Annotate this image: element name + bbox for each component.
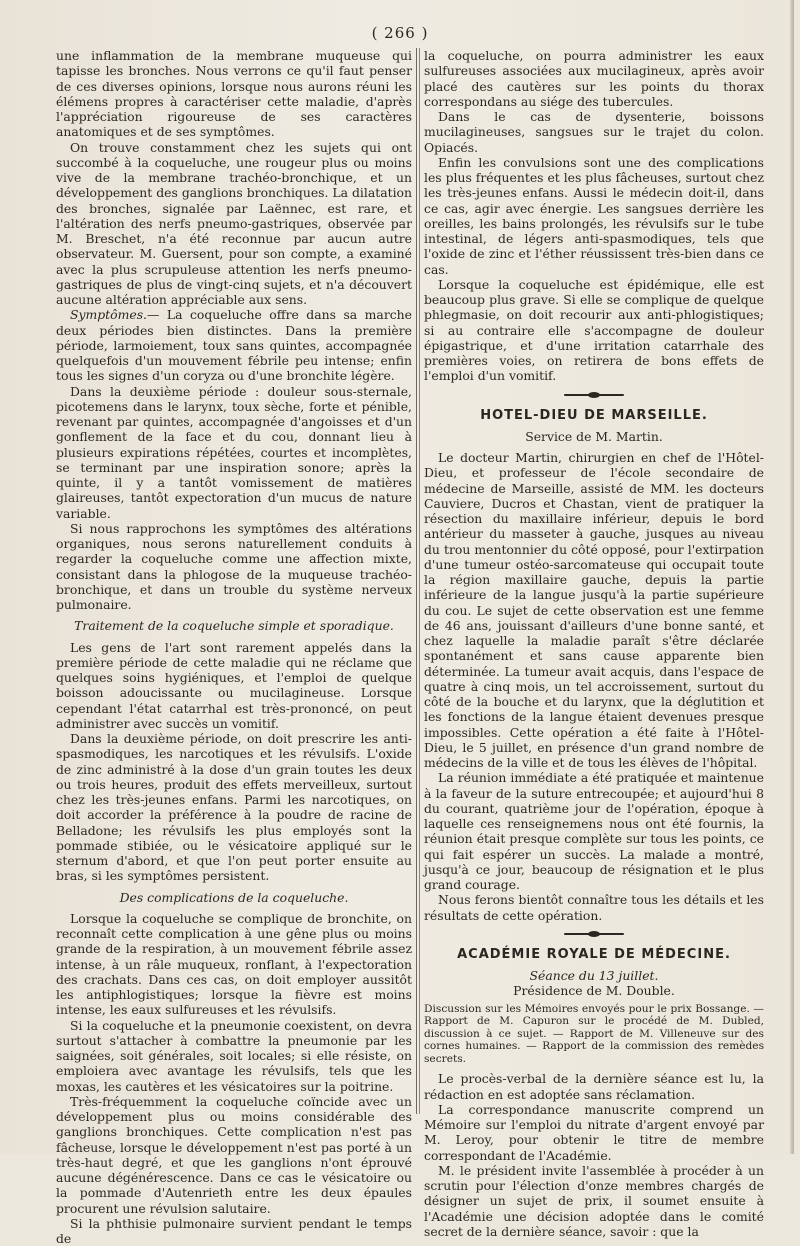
paragraph: On trouve constamment chez les sujets qui ont succombé à la coqueluche, une rougeur plus ou moins vive de la membrane trachéo-bronchique, et un développement des ganglions bronchiques. La dilatation des bronches, signalée par Laënnec, est rare, et l'altération des nerfs pneumo-gastriques, observée par M. Breschet, n'a été reconnue par aucun autre observateur. M. Guersent, pour son compte, a examiné avec la plus scrupuleuse attention les nerfs pneumo-gastriques de plus de vingt-cinq sujets, et n'a découvert aucune altération appréciable aux sens. [56,139,412,307]
paragraph: Si nous rapprochons les symptômes des altérations organiques, nous serons naturellement conduits à regarder la coqueluche comme une affection mixte, consistant dans la phlogose de la muqueuse trachéo-bronchique, et dans un trouble du système nerveux pulmonaire. [56,520,412,612]
paragraph: Enfin les convulsions sont une des complications les plus fréquentes et les plus fâcheuses, surtout chez les très-jeunes enfans. Aussi le médecin doit-il, dans ce cas, agir avec énergie. Les sangsues derrière les oreilles, les bains prolongés, les révulsifs sur le tube intestinal, de légers anti-spasmodiques, tels que l'oxide de zinc et l'éther réussissent très-bien dans ce cas. [424,154,764,277]
section-heading-academie: ACADÉMIE ROYALE DE MÉDECINE. [457,946,731,962]
paragraph: Si la coqueluche et la pneumonie coexistent, on devra surtout s'attacher à combattre la pneumonie par les saignées, soit générales, soit locales; si elle résiste, on emploiera avec avantage les révulsifs, tels que les moxas, les cautères et les vésicatoires sur la poitrine. [56,1017,412,1094]
paragraph: M. le président invite l'assemblée à procéder à un scrutin pour l'élection d'onze membres chargés de désigner un sujet de prix, il soumet ensuite à l'Académie une décision adoptée dans le comité secret de la dernière séance, savoir : que la [424,1162,764,1239]
right-column [424,48,764,1239]
paragraph-symptomes [56,307,412,383]
ornament-divider [564,931,624,937]
paragraph: Dans la deuxième période : douleur sous-sternale, picotemens dans le larynx, toux sèche, forte et pénible, revenant par quintes, accompagnée d'angoisses et d'un gonflement de la face et du cou, donnant lieu à plusieurs expirations répétées, courtes et incomplètes, se terminant par une inspiration sonore; après la quinte, il y a tantôt vomissement de matières glaireuses, tantôt expectoration d'un mucus de nature variable. [56,383,412,521]
session-summary: Discussion sur les Mémoires envoyés pour le prix Bossange. — Rapport de M. Capuron sur le procédé de M. Dubled, discussion à ce sujet. — Rapport de M. Villeneuve sur des cornes humaines. — Rapport de la commission des remèdes secrets. [424,1002,764,1065]
section-heading: Traitement de la coqueluche simple et sporadique. [74,618,394,634]
paragraph: La correspondance manuscrite comprend un Mémoire sur l'emploi du nitrate d'argent envoyé par M. Leroy, pour obtenir le titre de membre correspondant de l'Académie. [424,1101,764,1163]
left-column [56,48,412,1246]
paragraph-text: — La coqueluche offre dans sa marche deux périodes bien distinctes. Dans la première période, larmoiement, toux sans quintes, accompagnée quelquefois d'un mouvement fébrile peu intense; enfin tous les signes d'un coryza ou d'une bronchite légère. [56,307,412,384]
paragraph: Si la phthisie pulmonaire survient pendant le temps de [56,1215,412,1246]
section-heading: Des complications de la coqueluche. [119,889,349,905]
paragraph: Dans la deuxième période, on doit prescrire les anti-spasmodiques, les narcotiques et les révulsifs. L'oxide de zinc administré à la dose d'un grain toutes les deux ou trois heures, produit des effets merveilleux, surtout chez les très-jeunes enfans. Parmi les narcotiques, on doit accorder la préférence à la poudre de racine de Belladone; les révulsifs les plus employés sont la pommade stibiée, ou le vésicatoire appliqué sur le sternum d'abord, et que l'on peut porter ensuite au bras, si les symptômes persistent. [56,731,412,884]
paragraph: Les gens de l'art sont rarement appelés dans la première période de cette maladie qui ne réclame que quelques soins hygiéniques, et l'emploi de quelque boisson adoucissante ou mucilagineuse. Lorsque cependant l'état catarrhal est très-prononcé, on peut administrer avec succès un vomitif. [56,639,412,731]
service-line: Service de M. Martin. [525,428,663,444]
paragraph: Dans le cas de dysenterie, boissons mucilagineuses, sangsues sur le trajet du colon. Opiacés. [424,109,764,155]
page-edge [790,0,794,1154]
paragraph: La réunion immédiate a été pratiquée et maintenue à la faveur de la suture entrecoupée; et aujourd'hui 8 du courant, quatrième jour de l'opération, époque à laquelle ces renseignemens nous ont été fournis, la réunion était presque complète sur tous les points, ce qui fait espérer un succès. La malade a montré, jusqu'à ce jour, beaucoup de résignation et le plus grand courage. [424,770,764,892]
seance-line: Séance du 13 juillet. [529,968,659,983]
paragraph: Le docteur Martin, chirurgien en chef de l'Hôtel-Dieu, et professeur de l'école secondaire de médecine de Marseille, assisté de MM. les docteurs Cauviere, Ducros et Chastan, vient de pratiquer la résection du maxillaire inférieur, depuis le bord antérieur du masseter à gauche, jusques au niveau du trou mentonnier du côté opposé, pour l'extirpation d'une tumeur ostéo-sarcomateuse qui occupait toute la région maxillaire gauche, depuis la partie inférieure de la langue jusqu'à la partie supérieure du cou. Le sujet de cette observation est une femme de 46 ans, jouissant d'ailleurs d'une bonne santé, et chez laquelle la maladie paraît s'être déclarée spontanément et sans cause apparente bien déterminée. La tumeur avait acquis, dans l'espace de quatre à cinq mois, un tel accroissement, surtout du côté de la bouche et du larynx, que la déglutition et les fonctions de la langue étaient devenues presque impossibles. Cette opération a été faite à l'Hôtel-Dieu, le 5 juillet, en présence d'un grand nombre de médecins de la ville et de tous les élèves de l'hôpital. [424,450,764,770]
paragraph: Nous ferons bientôt connaître tous les détails et les résultats de cette opération. [424,892,764,923]
paragraph: une inflammation de la membrane muqueuse qui tapisse les bronches. Nous verrons ce qu'il faut penser de ces diverses opinions, lorsque nous aurons réuni les élémens propres à caractériser cette maladie, d'après l'appréciation rigoureuse de ses caractères anatomiques et de ses symptômes. [56,48,412,140]
paragraph: Lorsque la coqueluche se complique de bronchite, on reconnaît cette complication à une gêne plus ou moins grande de la respiration, à un mouvement fébrile assez intense, à un râle muqueux, ronflant, à l'expectoration des crachats. Dans ces cas, on doit employer aussitôt les antiphlogistiques; lorsque la fièvre est moins intense, les eaux sulfureuses et les révulsifs. [56,910,412,1018]
column-rule [416,48,417,1114]
presidence-line: Présidence de M. Double. [513,983,675,999]
page-number: ( 266 ) [371,24,429,42]
paragraph: Le procès-verbal de la dernière séance est lu, la rédaction en est adoptée sans réclamation. [424,1071,764,1102]
ornament-divider [564,392,624,398]
column-rule-inner [419,48,420,1114]
paragraph: Très-fréquemment la coqueluche coïncide avec un développement plus ou moins considérable des ganglions bronchiques. Cette complication n'est pas fâcheuse, lorsque le développement n'est pas porté à un très-haut degré, et que les ganglions n'ont éprouvé aucune dégénérescence. Dans ce cas le vésicatoire ou la pommade d'Autenrieth entre les deux épaules procurent une révulsion salutaire. [56,1093,412,1216]
section-heading-hotel-dieu: HOTEL-DIEU DE MARSEILLE. [480,407,708,423]
paragraph: Lorsque la coqueluche est épidémique, elle est beaucoup plus grave. Si elle se complique de quelque phlegmasie, on doit recourir aux anti-phlogistiques; si au contraire elle s'accompagne de douleur épigastrique, et d'une irritation catarrhale des premières voies, on retirera de bons effets de l'emploi d'un vomitif. [424,276,764,384]
section-label: Symptômes. [70,307,147,323]
paragraph: la coqueluche, on pourra administrer les eaux sulfureuses associées aux mucilagineux, après avoir placé des cautères sur les points du thorax correspondans au siége des tubercules. [424,48,764,109]
